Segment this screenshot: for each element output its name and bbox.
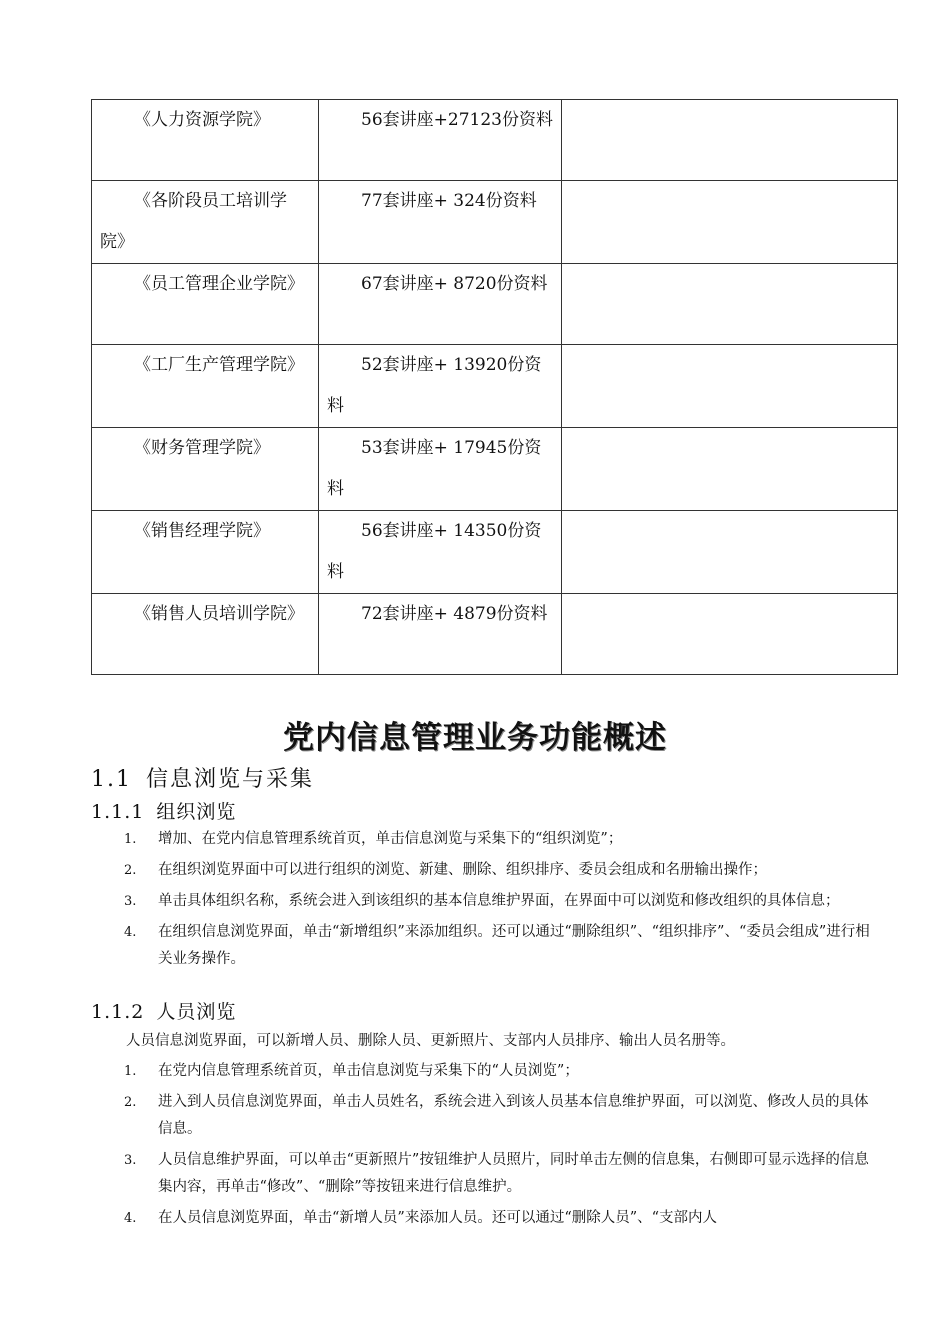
course-extra-cell	[562, 511, 898, 594]
course-desc-cell	[319, 264, 562, 345]
list-item	[120, 826, 872, 853]
course-extra-cell	[562, 428, 898, 511]
table-row	[92, 428, 898, 511]
course-desc: 56套讲座+ 14350份资料	[327, 521, 542, 582]
list-text: 在党内信息管理系统首页，单击信息浏览与采集下的“人员浏览”；	[158, 1063, 579, 1079]
course-extra-cell	[562, 181, 898, 264]
course-desc: 53套讲座+ 17945份资料	[327, 438, 542, 499]
course-extra-cell	[562, 345, 898, 428]
list-index: 4.	[124, 1211, 137, 1226]
course-desc-cell	[319, 181, 562, 264]
list-index: 2.	[124, 863, 137, 878]
list-index: 3.	[124, 1153, 137, 1168]
list-text: 在人员信息浏览界面，单击“新增人员”来添加人员。还可以通过“删除人员”、“支部内人	[158, 1210, 718, 1226]
table-row	[92, 264, 898, 345]
subsection-heading-people	[91, 997, 236, 1024]
course-desc-cell	[319, 511, 562, 594]
table-row	[92, 594, 898, 675]
section-label: 信息浏览与采集	[146, 767, 315, 792]
people-steps-list	[120, 1058, 872, 1232]
org-steps-list	[120, 826, 872, 973]
subsection-label: 人员浏览	[156, 1001, 237, 1023]
course-name: 《各阶段员工培训学院》	[100, 191, 287, 252]
course-desc: 52套讲座+ 13920份资料	[327, 355, 542, 416]
list-item	[120, 1058, 872, 1085]
list-item	[120, 1205, 872, 1232]
list-index: 3.	[124, 894, 137, 909]
subsection-heading-org	[91, 797, 236, 824]
section-number: 1.1	[91, 767, 132, 792]
course-name: 《财务管理学院》	[134, 438, 270, 458]
course-desc: 56套讲座+27123份资料	[361, 110, 553, 130]
table-row	[92, 345, 898, 428]
course-desc-cell	[319, 100, 562, 181]
course-desc: 77套讲座+ 324份资料	[361, 191, 537, 211]
document-title: 党内信息管理业务功能概述	[283, 720, 667, 756]
course-name-cell	[92, 345, 319, 428]
list-text: 人员信息维护界面，可以单击“更新照片”按钮维护人员照片，同时单击左侧的信息集，右侧即可显示选择的信息集内容，再单击“修改”、“删除”等按钮来进行信息维护。	[158, 1152, 869, 1195]
course-desc-cell	[319, 428, 562, 511]
course-name-cell	[92, 428, 319, 511]
course-table	[91, 99, 898, 675]
course-desc-cell	[319, 345, 562, 428]
list-item	[120, 1089, 872, 1143]
course-name-cell	[92, 594, 319, 675]
course-name: 《工厂生产管理学院》	[134, 355, 304, 375]
subsection-number: 1.1.1	[91, 801, 145, 823]
section-heading	[91, 762, 314, 793]
list-item	[120, 1147, 872, 1201]
course-name-cell	[92, 100, 319, 181]
subsection-number: 1.1.2	[91, 1001, 145, 1023]
people-intro: 人员信息浏览界面，可以新增人员、删除人员、更新照片、支部内人员排序、输出人员名册等。	[126, 1033, 735, 1049]
table-row	[92, 100, 898, 181]
course-name: 《销售经理学院》	[134, 521, 270, 541]
table-row	[92, 181, 898, 264]
course-desc-cell	[319, 594, 562, 675]
list-index: 2.	[124, 1095, 137, 1110]
list-index: 4.	[124, 925, 137, 940]
list-text: 进入到人员信息浏览界面，单击人员姓名，系统会进入到该人员基本信息维护界面，可以浏览、修改人员的具体信息。	[158, 1094, 869, 1137]
course-extra-cell	[562, 100, 898, 181]
list-item	[120, 888, 872, 915]
course-desc: 67套讲座+ 8720份资料	[361, 274, 548, 294]
list-text: 在组织信息浏览界面，单击“新增组织”来添加组织。还可以通过“删除组织”、“组织排序”、“委员会组成”进行相关业务操作。	[158, 924, 870, 967]
list-item	[120, 857, 872, 884]
course-extra-cell	[562, 264, 898, 345]
course-name: 《人力资源学院》	[134, 110, 270, 130]
course-extra-cell	[562, 594, 898, 675]
list-text: 单击具体组织名称，系统会进入到该组织的基本信息维护界面，在界面中可以浏览和修改组织的具体信息；	[158, 893, 840, 909]
table-row	[92, 511, 898, 594]
list-index: 1.	[124, 832, 137, 847]
list-text: 增加、在党内信息管理系统首页，单击信息浏览与采集下的“组织浏览”；	[158, 831, 623, 847]
course-name-cell	[92, 181, 319, 264]
course-desc: 72套讲座+ 4879份资料	[361, 604, 548, 624]
subsection-label: 组织浏览	[156, 801, 237, 823]
course-name-cell	[92, 511, 319, 594]
course-name-cell	[92, 264, 319, 345]
list-item	[120, 919, 872, 973]
list-text: 在组织浏览界面中可以进行组织的浏览、新建、删除、组织排序、委员会组成和名册输出操作；	[158, 862, 767, 878]
list-index: 1.	[124, 1064, 137, 1079]
course-name: 《销售人员培训学院》	[134, 604, 304, 624]
course-name: 《员工管理企业学院》	[134, 274, 304, 294]
